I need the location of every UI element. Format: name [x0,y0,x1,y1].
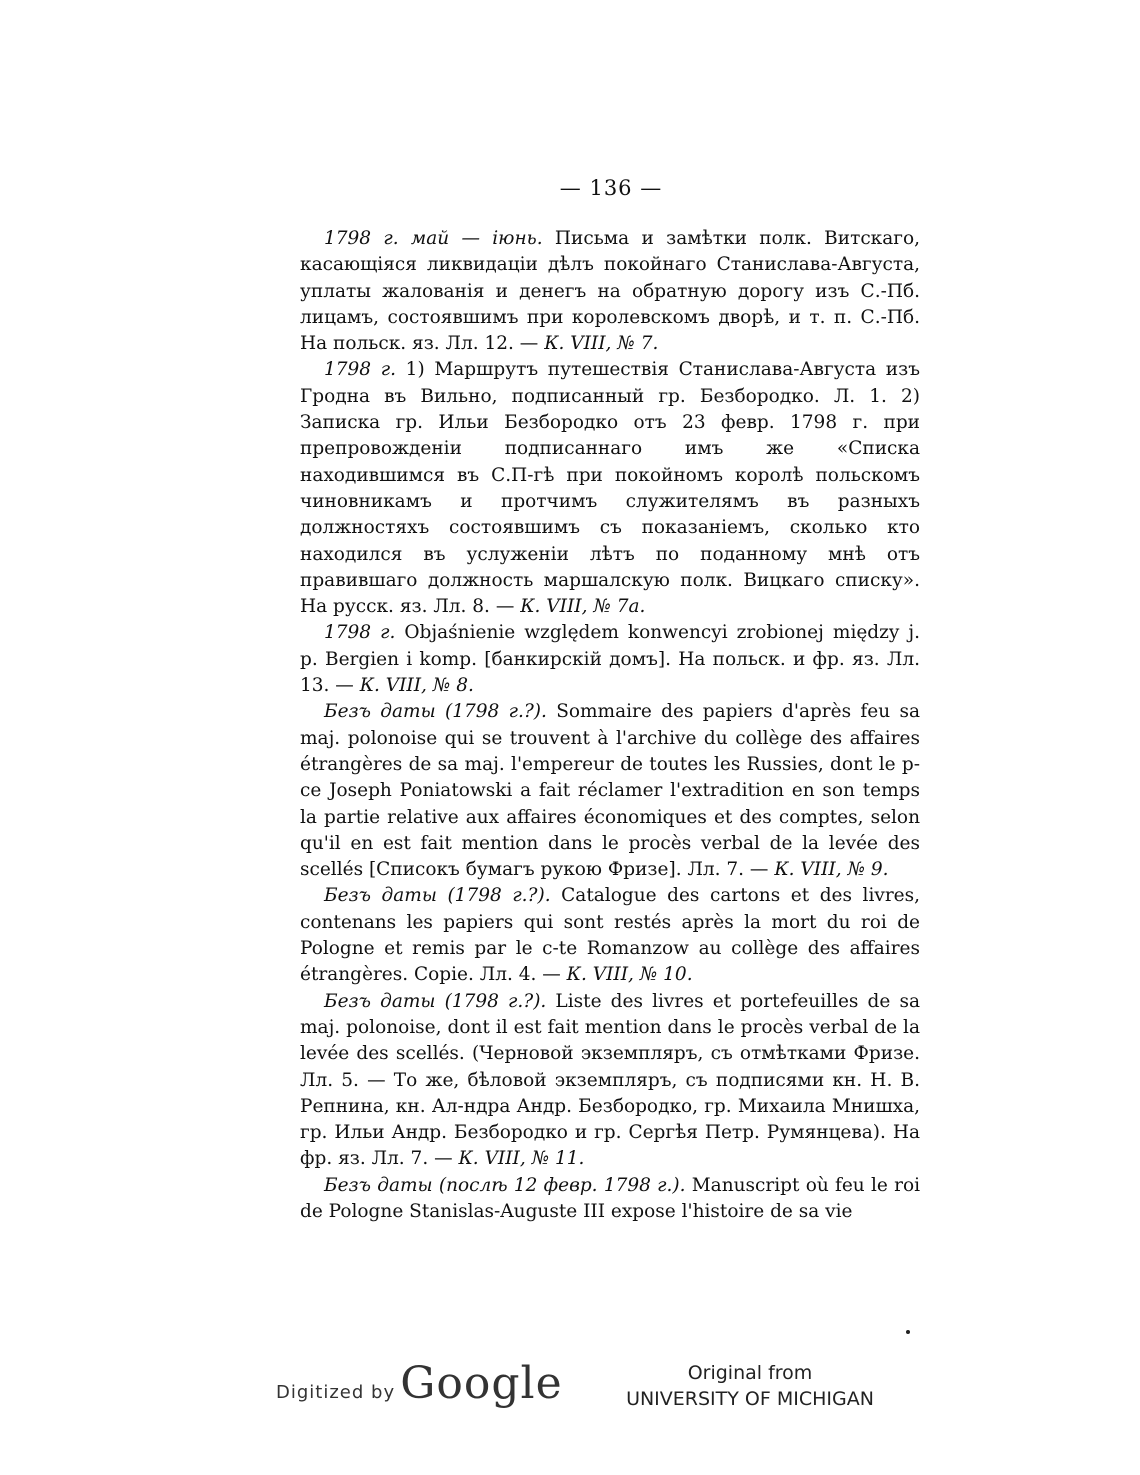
entry-ref: К. VIII, № 8. [359,675,474,697]
entry [300,989,920,1173]
entry-text: 1) Маршрутъ путешествія Станислава-Августа изъ Гродна въ Вильно, подписанный гр. Безбородко. Л. 1. 2) Записка гр. Ильи Безбородко отъ 23 февр. 1798 г. при препровожденіи подписаннаго имъ же «Списка находившимся въ С.П-гѣ при покойномъ королѣ польскомъ чиновникамъ и протчимъ служителямъ въ разныхъ должностяхъ состоявшимъ съ показаніемъ, сколько кто находился въ услуженіи лѣтъ по поданному мнѣ отъ правившаго должность маршалскую полк. Вицкаго списку». На русск. яз. Лл. 8. — [300,359,920,618]
entry-ref: К. VIII, № 7a. [520,596,646,618]
entry-text: Manuscript où feu le roi de Pologne Stanislas-Auguste III expose l'histoire de sa vie [300,1174,920,1222]
entry-text: Письма и замѣтки полк. Витскаго, касающіяся ликвидаціи дѣлъ покойнаго Станислава-Августа, уплаты жалованія и денегъ на обратную дорогу изъ С.-Пб. лицамъ, состоявшимъ при королевскомъ дворѣ, и т. п. С.-Пб. На польск. яз. Лл. 12. — [300,228,920,355]
entry [300,357,920,620]
digitized-prefix: Digitized by [276,1382,396,1403]
original-from-label: Original from [687,1362,813,1384]
ink-dot [906,1330,910,1334]
entry-date: 1798 г. [324,359,396,381]
digitized-by-watermark [276,1358,563,1409]
entry [300,1173,920,1226]
entry-text: Catalogue des cartons et des livres, contenans les papiers qui sont restés après la mort du roi de Pologne et remis par le c-te Romanzow au collège des affaires étrangères. Copie. Лл. 4. — [300,885,921,986]
entry-date: Безъ даты (1798 г.?). [324,885,551,907]
entry [300,620,920,699]
entry-date: 1798 г. [324,622,396,644]
institution-name: UNIVERSITY OF MICHIGAN [626,1388,874,1410]
entry-ref: К. VIII, № 11. [458,1148,585,1170]
entry-date: Безъ даты (1798 г.?). [324,990,547,1012]
google-logo: Google [400,1358,563,1409]
document-body [300,226,920,1225]
entry-date: Безъ даты (1798 г.?). [324,701,547,723]
entry-text: Sommaire des papiers d'après feu sa maj. polonoise qui se trouvent à l'archive du collège des affaires étrangères de sa maj. l'empereur de toutes les Russies, dont le p-ce Joseph Poniatowski a fait réclamer l'extradition en son temps la partie relative aux affaires économiques et des comptes, selon qu'il en est fait mention dans le procès verbal de la levée des scellés [Списокъ бумагъ рукою Фризе]. Лл. 7. — [300,701,920,881]
original-from-watermark [620,1360,880,1412]
entry [300,226,920,357]
entry-date: Безъ даты (послѣ 12 февр. 1798 г.). [324,1174,686,1196]
entry-date: 1798 г. май — іюнь. [324,228,543,249]
entry-ref: К. VIII, № 9. [774,859,889,881]
entry-text: Objaśnienie względem konwencyi zrobionej między j. p. Bergien i komp. [банкирскій домъ]. На польск. и фр. яз. Лл. 13. — [300,622,920,697]
entry [300,883,920,988]
page-number: — 136 — [559,176,663,200]
entry-text: Liste des livres et portefeuilles de sa maj. polonoise, dont il est fait mention dans le procès verbal de la levée des scellés. (Черновой экземпляръ, съ отмѣтками Фризе. Лл. 5. — То же, бѣловой экземпляръ, съ подписями кн. Н. В. Репнина, кн. Ал-ндра Андр. Безбородко, гр. Михаила Мнишха, гр. Ильи Андр. Безбородко и гр. Сергѣя Петр. Румянцева). На фр. яз. Лл. 7. — [300,990,921,1170]
entry-ref: К. VIII, № 10. [566,964,693,986]
entry-ref: К. VIII, № 7. [544,333,659,355]
entry [300,699,920,883]
